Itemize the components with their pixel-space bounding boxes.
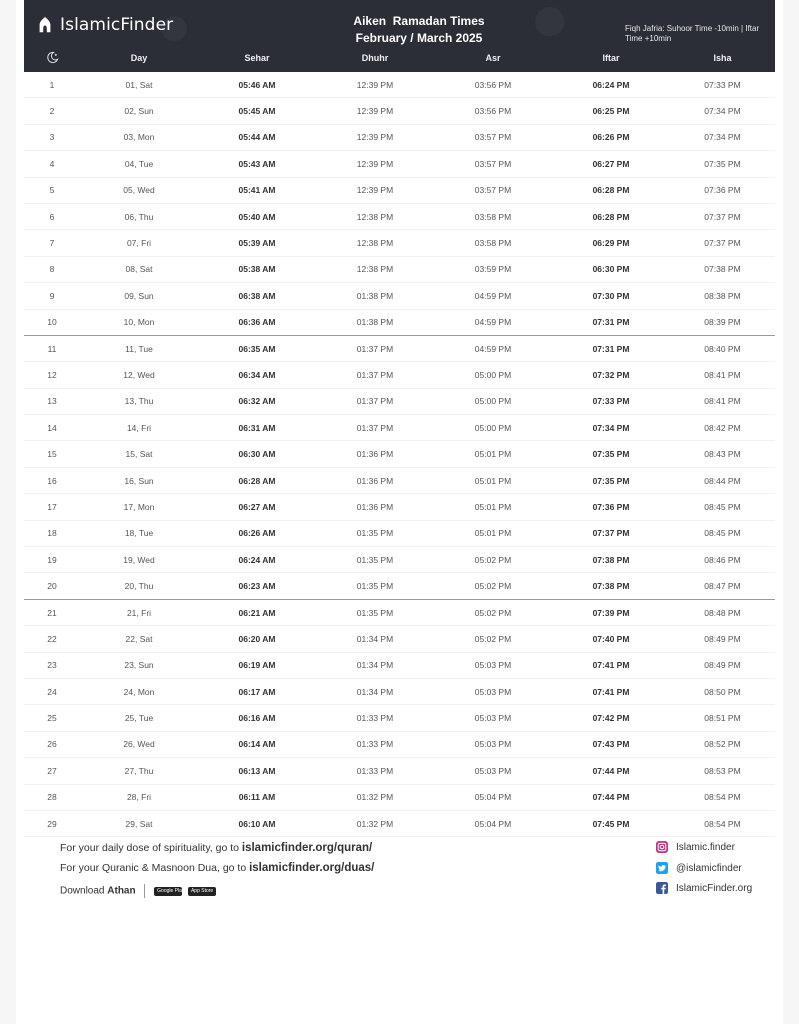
table-row [24,389,775,415]
dhuhr-time-cell: 12:39 PM [356,185,394,196]
sehar-time-cell: 06:20 AM [238,633,276,644]
asr-time-cell: 05:01 PM [474,449,512,460]
duas-line [60,862,374,874]
facebook-icon [656,882,668,894]
table-row [24,310,775,336]
asr-time-cell: 03:59 PM [474,264,512,275]
iftar-time-cell: 07:44 PM [592,792,630,803]
dhuhr-time-cell: 01:35 PM [356,528,394,539]
asr-time-cell: 03:58 PM [474,238,512,249]
sehar-time-cell: 05:43 AM [238,158,276,169]
isha-time-cell: 07:36 PM [704,185,741,196]
dhuhr-time-cell: 01:35 PM [356,554,394,565]
isha-time-cell: 07:37 PM [704,211,741,222]
sehar-time-cell: 06:32 AM [238,396,276,407]
instagram-handle: Islamic.finder [676,841,735,853]
dhuhr-time-cell: 12:38 PM [356,211,394,222]
ramadan-day-cell: 8 [49,264,55,275]
isha-time-cell: 07:38 PM [704,264,741,275]
ramadan-day-cell: 9 [49,290,55,301]
ramadan-day-cell: 6 [49,211,55,222]
day-cell: 02, Sun [124,106,154,117]
table-row [24,468,775,494]
dhuhr-time-cell: 01:32 PM [356,818,394,829]
sehar-time-cell: 06:34 AM [238,369,276,380]
table-row [24,151,775,177]
ramadan-day-cell: 25 [47,713,57,724]
dhuhr-time-cell: 01:37 PM [356,343,394,354]
asr-time-cell: 05:04 PM [474,792,512,803]
iftar-time-cell: 06:24 PM [592,79,630,90]
dhuhr-time-cell: 01:37 PM [356,396,394,407]
day-cell: 08, Sat [125,264,153,275]
instagram-link[interactable] [656,841,799,853]
ramadan-day-cell: 27 [47,765,57,776]
facebook-page: IslamicFinder.org [676,882,753,894]
column-header-day: Day [130,53,148,63]
day-cell: 12, Wed [123,369,155,380]
google-play-badge[interactable]: Google Play [154,887,182,896]
table-row [24,705,775,731]
sehar-time-cell: 06:14 AM [238,739,276,750]
twitter-handle: @islamicfinder [676,862,742,874]
divider [144,884,145,898]
day-cell: 04, Tue [124,158,154,169]
iftar-time-cell: 07:33 PM [592,396,630,407]
isha-time-cell: 08:44 PM [704,475,741,486]
iftar-time-cell: 07:38 PM [592,581,630,592]
ramadan-day-cell: 24 [47,686,57,697]
iftar-time-cell: 07:39 PM [592,607,630,618]
fiqh-note: Fiqh Jafria: Suhoor Time -10min | Iftar Time +10min [625,24,760,43]
dhuhr-time-cell: 01:34 PM [356,633,394,644]
iftar-time-cell: 07:41 PM [592,660,630,671]
day-cell: 17, Mon [123,501,155,512]
ramadan-day-cell: 18 [47,528,57,539]
page [16,0,783,1024]
table-row [24,362,775,388]
header-banner [24,0,775,72]
iftar-time-cell: 07:44 PM [592,765,630,776]
crescent-moon-icon [46,51,59,64]
isha-time-cell: 08:53 PM [704,765,741,776]
sehar-time-cell: 06:16 AM [238,713,276,724]
iftar-time-cell: 06:25 PM [592,106,630,117]
brand-name: IslamicFinder [60,15,174,35]
dhuhr-time-cell: 01:36 PM [356,449,394,460]
sehar-time-cell: 05:40 AM [238,211,276,222]
asr-time-cell: 03:57 PM [474,185,512,196]
ramadan-timetable [24,72,775,837]
day-cell: 10, Mon [123,317,155,328]
ramadan-day-cell: 2 [49,106,55,117]
table-row [24,626,775,652]
ramadan-day-cell: 15 [47,449,57,460]
app-store-badge[interactable]: App Store [188,887,216,896]
iftar-time-cell: 06:30 PM [592,264,630,275]
dhuhr-time-cell: 12:39 PM [356,158,394,169]
isha-time-cell: 08:50 PM [704,686,741,697]
day-cell: 24, Mon [123,686,155,697]
dhuhr-time-cell: 01:38 PM [356,290,394,301]
asr-time-cell: 05:03 PM [474,739,512,750]
day-cell: 28, Fri [126,792,152,803]
table-row [24,204,775,230]
isha-time-cell: 08:48 PM [704,607,741,618]
isha-time-cell: 08:45 PM [704,528,741,539]
iftar-time-cell: 06:28 PM [592,185,630,196]
isha-time-cell: 08:42 PM [704,422,741,433]
iftar-time-cell: 07:43 PM [592,739,630,750]
dhuhr-time-cell: 01:32 PM [356,792,394,803]
table-row [24,230,775,256]
dhuhr-time-cell: 01:35 PM [356,581,394,592]
day-cell: 20, Thu [124,581,154,592]
iftar-time-cell: 07:34 PM [592,422,630,433]
iftar-time-cell: 07:31 PM [592,317,630,328]
column-header-isha: Isha [713,53,732,63]
asr-time-cell: 05:01 PM [474,501,512,512]
asr-time-cell: 05:02 PM [474,581,512,592]
table-row [24,494,775,520]
asr-time-cell: 03:57 PM [474,132,512,143]
dhuhr-time-cell: 12:38 PM [356,238,394,249]
table-row [24,547,775,573]
ramadan-day-cell: 17 [47,501,57,512]
dhuhr-time-cell: 01:34 PM [356,660,394,671]
isha-time-cell: 08:38 PM [704,290,741,301]
brand-logo[interactable] [36,12,173,38]
asr-time-cell: 05:04 PM [474,818,512,829]
twitter-link[interactable] [656,862,799,874]
day-cell: 05, Wed [123,185,155,196]
ramadan-day-cell: 14 [47,422,57,433]
dhuhr-time-cell: 01:35 PM [356,607,394,618]
isha-time-cell: 08:51 PM [704,713,741,724]
isha-time-cell: 08:46 PM [704,554,741,565]
page-title: Aiken Ramadan Times [353,14,485,28]
isha-time-cell: 07:35 PM [704,158,741,169]
isha-time-cell: 07:34 PM [704,132,741,143]
column-header-iftar: Iftar [602,53,620,63]
column-header-asr: Asr [485,53,501,63]
iftar-time-cell: 07:36 PM [592,501,630,512]
table-row [24,336,775,362]
dhuhr-time-cell: 01:36 PM [356,475,394,486]
day-cell: 07, Fri [126,238,152,249]
table-row [24,600,775,626]
day-cell: 09, Sun [124,290,154,301]
table-row [24,573,775,599]
asr-time-cell: 03:57 PM [474,158,512,169]
asr-time-cell: 05:00 PM [474,369,512,380]
asr-time-cell: 05:00 PM [474,396,512,407]
day-cell: 13, Thu [124,396,154,407]
asr-time-cell: 04:59 PM [474,343,512,354]
sehar-time-cell: 06:36 AM [238,317,276,328]
sehar-time-cell: 06:35 AM [238,343,276,354]
iftar-time-cell: 07:31 PM [592,343,630,354]
ramadan-day-cell: 22 [47,633,57,644]
ramadan-day-cell: 7 [49,238,55,249]
dhuhr-time-cell: 01:33 PM [356,713,394,724]
table-row [24,758,775,784]
table-row [24,257,775,283]
table-row [24,653,775,679]
sehar-time-cell: 06:27 AM [238,501,276,512]
table-row [24,283,775,309]
dhuhr-time-cell: 12:39 PM [356,79,394,90]
day-cell: 01, Sat [125,79,153,90]
sehar-time-cell: 06:21 AM [238,607,276,618]
asr-time-cell: 03:58 PM [474,211,512,222]
quran-link[interactable]: islamicfinder.org/quran/ [241,842,373,854]
table-row [24,125,775,151]
ramadan-day-cell: 5 [49,185,55,196]
iftar-time-cell: 06:28 PM [592,211,630,222]
ramadan-day-cell: 26 [47,739,57,750]
sehar-time-cell: 06:31 AM [238,422,276,433]
asr-time-cell: 05:03 PM [474,765,512,776]
isha-time-cell: 08:39 PM [704,317,741,328]
day-cell: 23, Sun [124,660,154,671]
twitter-icon [656,862,668,874]
ramadan-day-cell: 11 [47,343,57,354]
asr-time-cell: 05:02 PM [474,554,512,565]
iftar-time-cell: 07:32 PM [592,369,630,380]
day-cell: 26, Wed [123,739,155,750]
ramadan-day-cell: 21 [47,607,57,618]
dhuhr-time-cell: 01:33 PM [356,739,394,750]
table-row [24,679,775,705]
asr-time-cell: 05:03 PM [474,686,512,697]
table-row [24,178,775,204]
dhuhr-time-cell: 12:38 PM [356,264,394,275]
asr-time-cell: 04:59 PM [474,317,512,328]
ramadan-day-cell: 29 [47,818,57,829]
sehar-time-cell: 06:17 AM [238,686,276,697]
dhuhr-time-cell: 12:39 PM [356,106,394,117]
iftar-time-cell: 06:29 PM [592,238,630,249]
asr-time-cell: 05:01 PM [474,475,512,486]
dhuhr-time-cell: 01:37 PM [356,369,394,380]
isha-time-cell: 08:40 PM [704,343,741,354]
asr-time-cell: 05:03 PM [474,713,512,724]
asr-time-cell: 05:01 PM [474,528,512,539]
asr-time-cell: 03:56 PM [474,106,512,117]
isha-time-cell: 08:41 PM [704,369,741,380]
isha-time-cell: 07:33 PM [704,79,741,90]
sehar-time-cell: 06:23 AM [238,581,276,592]
dhuhr-time-cell: 12:39 PM [356,132,394,143]
athan-app-name: Athan [107,885,136,897]
asr-time-cell: 05:02 PM [474,633,512,644]
sehar-time-cell: 06:10 AM [238,818,276,829]
sehar-time-cell: 05:39 AM [238,238,276,249]
isha-time-cell: 08:49 PM [704,660,741,671]
table-row [24,811,775,837]
ramadan-day-cell: 13 [47,396,57,407]
iftar-time-cell: 07:37 PM [592,528,630,539]
iftar-time-cell: 06:27 PM [592,158,630,169]
sehar-time-cell: 05:38 AM [238,264,276,275]
iftar-time-cell: 07:30 PM [592,290,630,301]
isha-time-cell: 08:54 PM [704,818,741,829]
isha-time-cell: 08:45 PM [704,501,741,512]
ramadan-day-cell: 1 [49,79,55,90]
asr-time-cell: 03:56 PM [474,79,512,90]
ramadan-column-header [24,51,80,66]
isha-time-cell: 08:41 PM [704,396,741,407]
quran-line [60,842,372,854]
table-row [24,72,775,98]
day-cell: 22, Sat [125,633,153,644]
sehar-time-cell: 05:41 AM [238,185,276,196]
facebook-link[interactable] [656,882,799,894]
isha-time-cell: 07:34 PM [704,106,741,117]
table-row [24,415,775,441]
mosque-icon [36,16,54,34]
sehar-time-cell: 06:13 AM [238,765,276,776]
ramadan-day-cell: 19 [47,554,57,565]
duas-link[interactable]: islamicfinder.org/duas/ [249,862,375,874]
download-prefix: Download [60,885,108,897]
isha-time-cell: 08:52 PM [704,739,741,750]
iftar-time-cell: 07:40 PM [592,633,630,644]
asr-time-cell: 05:02 PM [474,607,512,618]
iftar-time-cell: 07:35 PM [592,449,630,460]
dhuhr-time-cell: 01:36 PM [356,501,394,512]
sehar-time-cell: 06:19 AM [238,660,276,671]
sehar-time-cell: 05:46 AM [238,79,276,90]
iftar-time-cell: 07:45 PM [592,818,630,829]
ramadan-day-cell: 28 [47,792,57,803]
asr-time-cell: 05:03 PM [474,660,512,671]
page-subtitle: February / March 2025 [355,31,483,45]
table-row [24,521,775,547]
ramadan-day-cell: 23 [47,660,57,671]
isha-time-cell: 07:37 PM [704,238,741,249]
column-header-sehar: Sehar [244,53,270,63]
asr-time-cell: 05:00 PM [474,422,512,433]
day-cell: 03, Mon [123,132,155,143]
ramadan-day-cell: 3 [49,132,55,143]
dhuhr-time-cell: 01:34 PM [356,686,394,697]
isha-time-cell: 08:43 PM [704,449,741,460]
table-row [24,98,775,124]
download-line [60,884,216,898]
day-cell: 19, Wed [123,554,155,565]
ramadan-day-cell: 20 [47,581,57,592]
day-cell: 11, Tue [125,343,153,354]
day-cell: 29, Sat [125,818,153,829]
day-cell: 06, Thu [124,211,154,222]
day-cell: 16, Sun [124,475,154,486]
day-cell: 18, Tue [124,528,154,539]
sehar-time-cell: 06:38 AM [238,290,276,301]
sehar-time-cell: 06:28 AM [238,475,276,486]
iftar-time-cell: 07:42 PM [592,713,630,724]
iftar-time-cell: 07:35 PM [592,475,630,486]
sehar-time-cell: 06:26 AM [238,528,276,539]
quran-prefix: For your daily dose of spirituality, go to [60,842,242,854]
duas-prefix: For your Quranic & Masnoon Dua, go to [60,862,250,874]
title-block [274,13,564,47]
table-row [24,785,775,811]
day-cell: 21, Fri [126,607,152,618]
dhuhr-time-cell: 01:37 PM [356,422,394,433]
dhuhr-time-cell: 01:38 PM [356,317,394,328]
column-header-dhuhr: Dhuhr [361,53,389,63]
instagram-icon [656,841,668,853]
isha-time-cell: 08:47 PM [704,581,741,592]
day-cell: 25, Tue [124,713,154,724]
day-cell: 27, Thu [124,765,154,776]
sehar-time-cell: 05:44 AM [238,132,276,143]
column-headers [24,46,775,70]
table-row [24,732,775,758]
dhuhr-time-cell: 01:33 PM [356,765,394,776]
day-cell: 15, Sat [125,449,153,460]
iftar-time-cell: 07:38 PM [592,554,630,565]
asr-time-cell: 04:59 PM [474,290,512,301]
iftar-time-cell: 06:26 PM [592,132,630,143]
ramadan-day-cell: 12 [47,369,57,380]
ramadan-day-cell: 4 [49,158,55,169]
isha-time-cell: 08:54 PM [704,792,741,803]
ramadan-day-cell: 16 [47,475,57,486]
sehar-time-cell: 06:11 AM [238,792,276,803]
iftar-time-cell: 07:41 PM [592,686,630,697]
table-row [24,441,775,467]
ramadan-day-cell: 10 [47,317,57,328]
sehar-time-cell: 06:24 AM [238,554,276,565]
day-cell: 14, Fri [126,422,152,433]
sehar-time-cell: 06:30 AM [238,449,276,460]
sehar-time-cell: 05:45 AM [238,106,276,117]
isha-time-cell: 08:49 PM [704,633,741,644]
